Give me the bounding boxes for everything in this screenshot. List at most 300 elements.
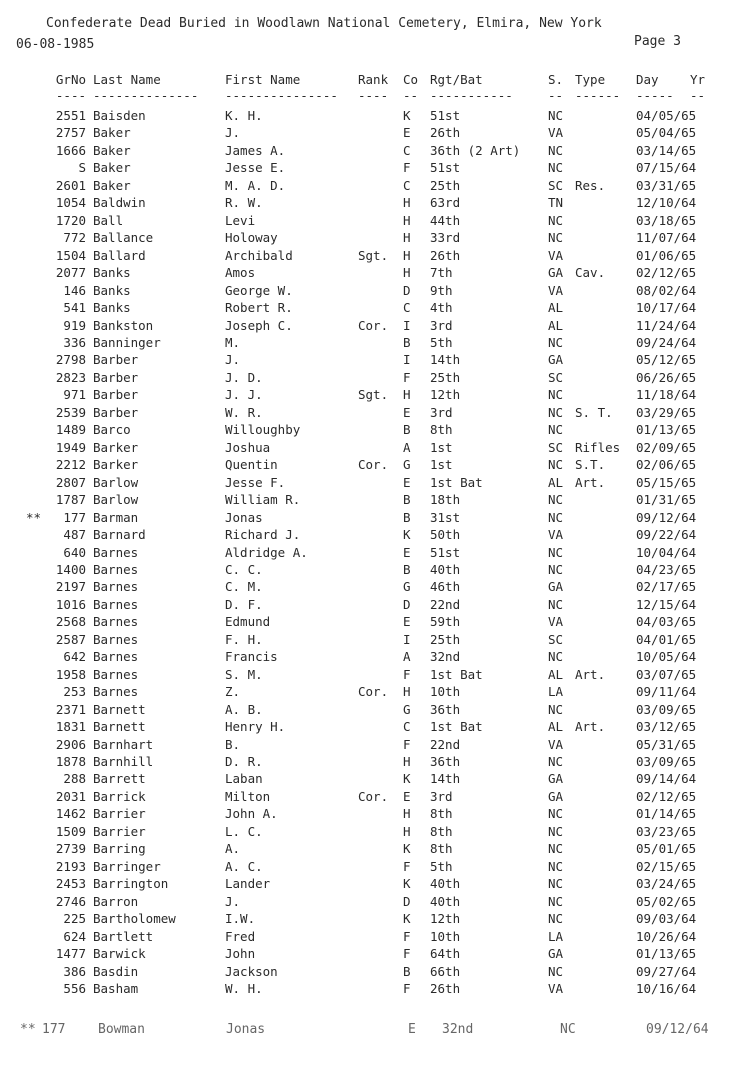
dash-rgt: ----------- — [430, 88, 513, 103]
death-date: 10/16/64 — [636, 981, 697, 996]
death-date: 03/31/65 — [636, 177, 697, 193]
grave-number: 772 — [63, 230, 86, 246]
regiment: 12th — [430, 911, 461, 927]
rank: Sgt. — [358, 247, 389, 263]
unit-type: Art. — [575, 719, 606, 735]
death-date: 03/09/65 — [636, 701, 697, 717]
company: C — [403, 719, 411, 735]
table-row — [0, 841, 750, 859]
grave-number: 288 — [63, 771, 86, 787]
grave-number: 1720 — [55, 212, 86, 228]
last-name: Barco — [93, 422, 131, 438]
state: SC — [548, 369, 564, 385]
last-name: Baker — [93, 160, 131, 176]
last-name: Barnes — [93, 631, 139, 647]
death-date: 03/07/65 — [636, 666, 697, 682]
table-row — [0, 370, 750, 388]
death-date: 08/02/64 — [636, 282, 697, 298]
first-name: B. — [225, 736, 241, 752]
death-date: 10/04/64 — [636, 544, 697, 560]
grave-number: 2823 — [55, 369, 86, 385]
regiment: 4th — [430, 300, 453, 316]
state: LA — [548, 928, 564, 944]
death-date: 01/13/65 — [636, 422, 697, 438]
table-row — [0, 876, 750, 894]
grave-number: 556 — [63, 981, 86, 996]
first-name: Milton — [225, 788, 271, 804]
death-date: 03/09/65 — [636, 754, 697, 770]
first-name: Jesse F. — [225, 474, 286, 490]
state: NC — [548, 806, 564, 822]
last-name: Barnes — [93, 561, 139, 577]
last-name: Ball — [93, 212, 124, 228]
first-name: J. — [225, 352, 241, 368]
company: I — [403, 317, 411, 333]
table-row — [0, 737, 750, 755]
state: GA — [548, 771, 564, 787]
company: H — [403, 387, 411, 403]
regiment: 7th — [430, 265, 453, 281]
first-name: D. R. — [225, 754, 263, 770]
grave-number: 1666 — [55, 142, 86, 158]
table-row — [0, 318, 750, 336]
first-name: M. — [225, 334, 241, 350]
grave-number: 1509 — [55, 823, 86, 839]
last-name: Barnett — [93, 701, 146, 717]
state: AL — [548, 317, 564, 333]
grave-number: 2077 — [55, 265, 86, 281]
state: NC — [548, 457, 564, 473]
state: VA — [548, 282, 564, 298]
company: G — [403, 457, 411, 473]
footnote-state: NC — [560, 1022, 576, 1037]
first-name: Levi — [225, 212, 256, 228]
table-row — [0, 440, 750, 458]
col-rgt-bat: Rgt/Bat — [430, 72, 483, 87]
company: B — [403, 334, 411, 350]
col-first-name: First Name — [225, 72, 301, 87]
first-name: Holoway — [225, 230, 278, 246]
table-row — [0, 806, 750, 824]
col-day: Day — [636, 72, 659, 87]
state: NC — [548, 544, 564, 560]
state: VA — [548, 981, 564, 996]
document-title: Confederate Dead Buried in Woodlawn National Cemetery, Elmira, New York — [46, 16, 602, 31]
last-name: Barnes — [93, 649, 139, 665]
state: GA — [548, 788, 564, 804]
grave-number: 640 — [63, 544, 86, 560]
company: B — [403, 561, 411, 577]
state: NC — [548, 754, 564, 770]
company: I — [403, 352, 411, 368]
table-row — [0, 859, 750, 877]
death-date: 10/05/64 — [636, 649, 697, 665]
first-name: J. — [225, 125, 241, 141]
death-date: 04/05/65 — [636, 108, 697, 123]
state: NC — [548, 823, 564, 839]
dash-grno: ---- — [55, 88, 86, 103]
first-name: C. M. — [225, 579, 263, 595]
regiment: 66th — [430, 963, 461, 979]
table-row — [0, 579, 750, 597]
first-name: Robert R. — [225, 300, 293, 316]
regiment: 1st Bat — [430, 719, 483, 735]
last-name: Barber — [93, 352, 139, 368]
regiment: 26th — [430, 981, 461, 996]
grave-number: 971 — [63, 387, 86, 403]
state: AL — [548, 300, 564, 316]
last-name: Banks — [93, 265, 131, 281]
regiment: 12th — [430, 387, 461, 403]
regiment: 10th — [430, 684, 461, 700]
first-name: A. C. — [225, 858, 263, 874]
table-row — [0, 771, 750, 789]
state: NC — [548, 230, 564, 246]
state: NC — [548, 387, 564, 403]
death-date: 09/03/64 — [636, 911, 697, 927]
dash-first: --------------- — [225, 88, 338, 103]
table-row — [0, 195, 750, 213]
death-date: 05/31/65 — [636, 736, 697, 752]
grave-number: 2746 — [55, 893, 86, 909]
last-name: Barnes — [93, 579, 139, 595]
last-name: Banninger — [93, 334, 161, 350]
grave-number: 1831 — [55, 719, 86, 735]
table-row — [0, 789, 750, 807]
company: D — [403, 596, 411, 612]
first-name: Laban — [225, 771, 263, 787]
first-name: J. D. — [225, 369, 263, 385]
table-row — [0, 754, 750, 772]
state: NC — [548, 509, 564, 525]
company: E — [403, 404, 411, 420]
company: F — [403, 928, 411, 944]
company: K — [403, 527, 411, 543]
regiment: 8th — [430, 823, 453, 839]
last-name: Ballance — [93, 230, 154, 246]
unit-type: Art. — [575, 474, 606, 490]
first-name: William R. — [225, 492, 301, 508]
death-date: 02/12/65 — [636, 788, 697, 804]
first-name: J. J. — [225, 387, 263, 403]
company: E — [403, 788, 411, 804]
grave-number: 2193 — [55, 858, 86, 874]
company: H — [403, 823, 411, 839]
table-row — [0, 929, 750, 947]
company: C — [403, 300, 411, 316]
company: F — [403, 981, 411, 996]
first-name: John — [225, 946, 256, 962]
footnote-date: 09/12/64 — [646, 1022, 709, 1037]
death-date: 03/24/65 — [636, 876, 697, 892]
first-name: R. W. — [225, 195, 263, 211]
table-row — [0, 824, 750, 842]
last-name: Barnhart — [93, 736, 154, 752]
regiment: 3rd — [430, 317, 453, 333]
grave-number: 2212 — [55, 457, 86, 473]
company: F — [403, 160, 411, 176]
first-name: Francis — [225, 649, 278, 665]
grave-number: 487 — [63, 527, 86, 543]
death-date: 02/15/65 — [636, 858, 697, 874]
table-row — [0, 213, 750, 231]
table-row — [0, 160, 750, 178]
table-row — [0, 981, 750, 999]
state: NC — [548, 701, 564, 717]
col-rank: Rank — [358, 72, 389, 87]
first-name: Richard J. — [225, 527, 301, 543]
grave-number: 336 — [63, 334, 86, 350]
death-date: 05/15/65 — [636, 474, 697, 490]
col-co: Co — [403, 72, 419, 87]
first-name: A. B. — [225, 701, 263, 717]
death-date: 02/06/65 — [636, 457, 697, 473]
company: H — [403, 195, 411, 211]
regiment: 25th — [430, 369, 461, 385]
state: NC — [548, 212, 564, 228]
rank: Cor. — [358, 788, 389, 804]
state: TN — [548, 195, 564, 211]
death-date: 09/14/64 — [636, 771, 697, 787]
table-row — [0, 178, 750, 196]
first-name: Lander — [225, 876, 271, 892]
grave-number: 2587 — [55, 631, 86, 647]
state: GA — [548, 946, 564, 962]
regiment: 1st Bat — [430, 666, 483, 682]
regiment: 33rd — [430, 230, 461, 246]
company: F — [403, 946, 411, 962]
last-name: Barringer — [93, 858, 161, 874]
regiment: 1st — [430, 457, 453, 473]
last-name: Barker — [93, 457, 139, 473]
last-name: Barber — [93, 404, 139, 420]
state: LA — [548, 684, 564, 700]
last-name: Baisden — [93, 108, 146, 123]
first-name: Aldridge A. — [225, 544, 308, 560]
death-date: 09/11/64 — [636, 684, 697, 700]
regiment: 36th — [430, 754, 461, 770]
company: B — [403, 492, 411, 508]
grave-number: 2551 — [55, 108, 86, 123]
death-date: 05/12/65 — [636, 352, 697, 368]
unit-type: S.T. — [575, 457, 606, 473]
table-row — [0, 894, 750, 912]
state: SC — [548, 631, 564, 647]
last-name: Barnes — [93, 614, 139, 630]
first-name: M. A. D. — [225, 177, 286, 193]
company: E — [403, 614, 411, 630]
last-name: Barrier — [93, 823, 146, 839]
regiment: 50th — [430, 527, 461, 543]
state: NC — [548, 649, 564, 665]
state: NC — [548, 561, 564, 577]
company: K — [403, 841, 411, 857]
first-name: Edmund — [225, 614, 271, 630]
regiment: 26th — [430, 247, 461, 263]
first-name: W. H. — [225, 981, 263, 996]
table-row — [0, 597, 750, 615]
last-name: Barnes — [93, 596, 139, 612]
first-name: K. H. — [225, 108, 263, 123]
first-name: James A. — [225, 142, 286, 158]
regiment: 3rd — [430, 404, 453, 420]
first-name: George W. — [225, 282, 293, 298]
death-date: 05/01/65 — [636, 841, 697, 857]
table-row — [0, 527, 750, 545]
first-name: Henry H. — [225, 719, 286, 735]
regiment: 5th — [430, 334, 453, 350]
death-date: 04/03/65 — [636, 614, 697, 630]
company: K — [403, 771, 411, 787]
company: H — [403, 212, 411, 228]
state: NC — [548, 963, 564, 979]
regiment: 25th — [430, 177, 461, 193]
regiment: 8th — [430, 422, 453, 438]
death-date: 09/22/64 — [636, 527, 697, 543]
state: NC — [548, 911, 564, 927]
dash-st: -- — [548, 88, 564, 103]
grave-number: 1504 — [55, 247, 86, 263]
table-row — [0, 475, 750, 493]
rank: Sgt. — [358, 387, 389, 403]
dash-type: ------ — [575, 88, 621, 103]
footnote-first-name: Jonas — [226, 1022, 266, 1037]
last-name: Baldwin — [93, 195, 146, 211]
regiment: 8th — [430, 841, 453, 857]
first-name: Archibald — [225, 247, 293, 263]
regiment: 22nd — [430, 596, 461, 612]
state: AL — [548, 666, 564, 682]
company: A — [403, 439, 411, 455]
document-date: 06-08-1985 — [16, 37, 95, 52]
table-row — [0, 492, 750, 510]
last-name: Barnett — [93, 719, 146, 735]
table-row — [0, 946, 750, 964]
state: NC — [548, 841, 564, 857]
table-row — [0, 283, 750, 301]
regiment: 9th — [430, 282, 453, 298]
table-row — [0, 719, 750, 737]
company: D — [403, 893, 411, 909]
grave-number: 1054 — [55, 195, 86, 211]
table-row — [0, 108, 750, 126]
header-underline-row — [0, 88, 750, 103]
company: I — [403, 631, 411, 647]
death-date: 11/07/64 — [636, 230, 697, 246]
grave-number: 1958 — [55, 666, 86, 682]
state: VA — [548, 527, 564, 543]
grave-number: 253 — [63, 684, 86, 700]
company: H — [403, 806, 411, 822]
table-row — [0, 562, 750, 580]
col-last-name: Last Name — [93, 72, 161, 87]
company: B — [403, 422, 411, 438]
first-name: W. R. — [225, 404, 263, 420]
state: NC — [548, 596, 564, 612]
death-date: 09/27/64 — [636, 963, 697, 979]
last-name: Basham — [93, 981, 139, 996]
table-row — [0, 457, 750, 475]
table-row — [0, 702, 750, 720]
death-date: 11/18/64 — [636, 387, 697, 403]
last-name: Barnes — [93, 544, 139, 560]
death-date: 09/24/64 — [636, 334, 697, 350]
col-type: Type — [575, 72, 606, 87]
death-date: 01/31/65 — [636, 492, 697, 508]
footnote-co: E — [408, 1022, 416, 1037]
grave-number: 1489 — [55, 422, 86, 438]
state: NC — [548, 858, 564, 874]
company: H — [403, 754, 411, 770]
death-date: 04/23/65 — [636, 561, 697, 577]
regiment: 18th — [430, 492, 461, 508]
state: VA — [548, 736, 564, 752]
table-row — [0, 684, 750, 702]
regiment: 40th — [430, 561, 461, 577]
table-row — [0, 964, 750, 982]
grave-number: 541 — [63, 300, 86, 316]
table-row — [0, 352, 750, 370]
regiment: 44th — [430, 212, 461, 228]
regiment: 3rd — [430, 788, 453, 804]
grave-number: 1462 — [55, 806, 86, 822]
last-name: Bartlett — [93, 928, 154, 944]
table-row — [0, 387, 750, 405]
last-name: Barlow — [93, 474, 139, 490]
table-row — [0, 649, 750, 667]
state: NC — [548, 108, 564, 123]
company: F — [403, 369, 411, 385]
grave-number: 2757 — [55, 125, 86, 141]
last-name: Barron — [93, 893, 139, 909]
death-date: 06/26/65 — [636, 369, 697, 385]
first-name: S. M. — [225, 666, 263, 682]
first-name: L. C. — [225, 823, 263, 839]
company: F — [403, 736, 411, 752]
table-row — [0, 510, 750, 528]
last-name: Barman — [93, 509, 139, 525]
regiment: 1st Bat — [430, 474, 483, 490]
table-row — [0, 335, 750, 353]
regiment: 14th — [430, 352, 461, 368]
death-date: 11/24/64 — [636, 317, 697, 333]
table-row — [0, 667, 750, 685]
last-name: Banks — [93, 282, 131, 298]
regiment: 51st — [430, 108, 461, 123]
regiment: 1st — [430, 439, 453, 455]
regiment: 26th — [430, 125, 461, 141]
state: VA — [548, 247, 564, 263]
dash-last: -------------- — [93, 88, 199, 103]
company: H — [403, 265, 411, 281]
state: GA — [548, 352, 564, 368]
regiment: 51st — [430, 544, 461, 560]
unit-type: Res. — [575, 177, 606, 193]
regiment: 40th — [430, 876, 461, 892]
regiment: 5th — [430, 858, 453, 874]
grave-number: 177 — [63, 509, 86, 525]
grave-number: S — [78, 160, 86, 176]
death-date: 02/09/65 — [636, 439, 697, 455]
regiment: 31st — [430, 509, 461, 525]
death-date: 04/01/65 — [636, 631, 697, 647]
grave-number: 1949 — [55, 439, 86, 455]
death-date: 02/12/65 — [636, 265, 697, 281]
grave-number: 2601 — [55, 177, 86, 193]
last-name: Barnes — [93, 684, 139, 700]
company: E — [403, 474, 411, 490]
state: AL — [548, 474, 564, 490]
